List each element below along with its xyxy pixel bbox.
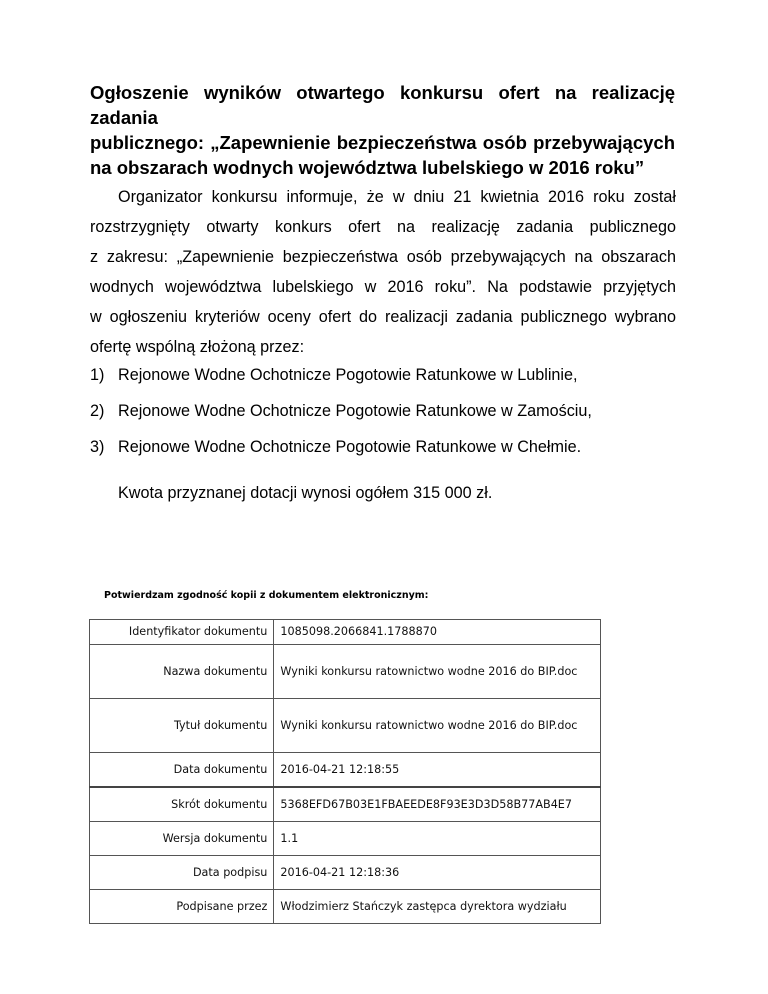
signature-table xyxy=(89,619,601,924)
list-item-text: Rejonowe Wodne Ochotnicze Pogotowie Ratunkowe w Lublinie, xyxy=(118,366,578,384)
row-label: Identyfikator dokumentu xyxy=(90,620,274,645)
list-item xyxy=(90,436,710,458)
title-line: Ogłoszenie wyników otwartego konkursu ofert na realizację zadania xyxy=(90,82,675,128)
confirmation-heading: Potwierdzam zgodność kopii z dokumentem elektronicznym: xyxy=(104,590,429,601)
table-row xyxy=(90,699,601,753)
body-line: rozstrzygnięty otwarty konkurs ofert na realizację zadania publicznego xyxy=(90,218,676,236)
list-item xyxy=(90,364,710,386)
row-value: 1.1 xyxy=(274,822,601,856)
row-value: 5368EFD67B03E1FBAEEDE8F93E3D3D58B77AB4E7 xyxy=(274,787,601,822)
list-item-number: 2) xyxy=(90,402,105,420)
row-label: Podpisane przez xyxy=(90,890,274,924)
list-item-text: Rejonowe Wodne Ochotnicze Pogotowie Ratunkowe w Zamościu, xyxy=(118,402,592,420)
table-row xyxy=(90,822,601,856)
row-value: 1085098.2066841.1788870 xyxy=(274,620,601,645)
announcement-title xyxy=(90,80,675,180)
row-value: Wyniki konkursu ratownictwo wodne 2016 do BIP.doc xyxy=(274,645,601,699)
table-row xyxy=(90,787,601,822)
title-line: na obszarach wodnych województwa lubelskiego w 2016 roku” xyxy=(90,157,645,178)
row-value: 2016-04-21 12:18:36 xyxy=(274,856,601,890)
row-label: Tytuł dokumentu xyxy=(90,699,274,753)
table-row xyxy=(90,753,601,788)
row-value: Włodzimierz Stańczyk zastępca dyrektora wydziału xyxy=(274,890,601,924)
grant-amount: Kwota przyznanej dotacji wynosi ogółem 315 000 zł. xyxy=(118,484,493,502)
list-item-text: Rejonowe Wodne Ochotnicze Pogotowie Ratunkowe w Chełmie. xyxy=(118,438,582,456)
body-line: w ogłoszeniu kryteriów oceny ofert do realizacji zadania publicznego wybrano xyxy=(90,308,676,326)
table-row xyxy=(90,856,601,890)
body-line: wodnych województwa lubelskiego w 2016 roku”. Na podstawie przyjętych xyxy=(90,278,676,296)
list-item-number: 1) xyxy=(90,366,105,384)
row-label: Data dokumentu xyxy=(90,753,274,788)
table-row xyxy=(90,890,601,924)
list-item-number: 3) xyxy=(90,438,105,456)
row-value: 2016-04-21 12:18:55 xyxy=(274,753,601,788)
body-line: Organizator konkursu informuje, że w dniu 21 kwietnia 2016 roku został xyxy=(118,188,676,206)
row-label: Data podpisu xyxy=(90,856,274,890)
list-item xyxy=(90,400,710,422)
row-label: Wersja dokumentu xyxy=(90,822,274,856)
table-row xyxy=(90,620,601,645)
row-label: Nazwa dokumentu xyxy=(90,645,274,699)
title-line: publicznego: „Zapewnienie bezpieczeństwa osób przebywających xyxy=(90,132,675,153)
announcement-body xyxy=(90,182,676,362)
body-line: ofertę wspólną złożoną przez: xyxy=(90,338,305,356)
table-row xyxy=(90,645,601,699)
body-line: z zakresu: „Zapewnienie bezpieczeństwa osób przebywających na obszarach xyxy=(90,248,676,266)
row-value: Wyniki konkursu ratownictwo wodne 2016 do BIP.doc xyxy=(274,699,601,753)
row-label: Skrót dokumentu xyxy=(90,787,274,822)
